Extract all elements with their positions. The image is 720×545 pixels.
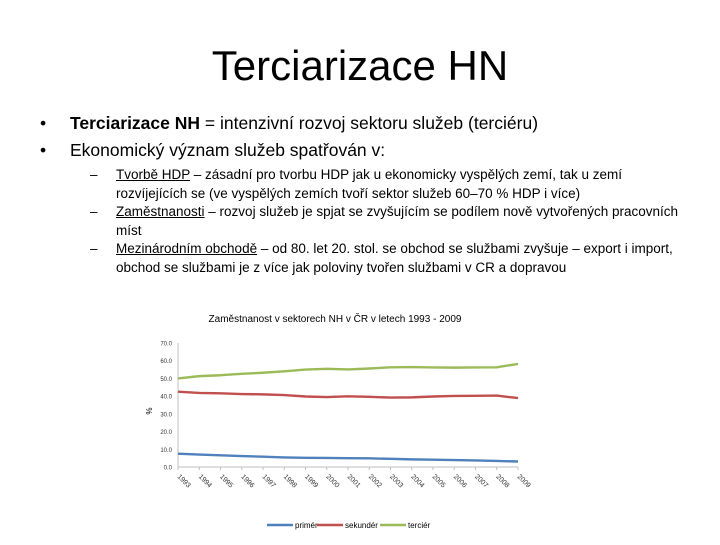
x-tick-label: 1993 [176, 473, 192, 489]
bullet-list [40, 110, 700, 164]
x-tick-label: 1999 [303, 473, 319, 489]
dash-icon: – [90, 203, 116, 240]
x-tick-label: 2004 [409, 473, 425, 489]
bullet-item [40, 110, 700, 137]
x-tick-label: 2001 [346, 473, 362, 489]
x-tick-label: 2003 [388, 473, 404, 489]
y-tick-label: 20.0 [160, 430, 172, 436]
x-tick-label: 2007 [473, 473, 489, 489]
x-tick-label: 1996 [239, 473, 255, 489]
chart-title: Zaměstnanost v sektorech NH v ČR v letech 1993 - 2009 [209, 312, 462, 325]
x-tick-label: 2005 [431, 473, 447, 489]
sub-bullet-item [90, 240, 690, 277]
x-tick-label: 2006 [452, 473, 468, 489]
sub-bullet-list [90, 166, 690, 277]
bullet-dot-icon: • [40, 110, 70, 137]
series-line-primér [178, 454, 518, 462]
y-tick-label: 10.0 [160, 448, 172, 454]
bullet-text: Ekonomický význam služeb spatřován v: [70, 137, 385, 164]
sub-bullet-text: Mezinárodním obchodě – od 80. let 20. stol. se obchod se službami zvyšuje – export i import, obchod se službami je z více jak poloviny tvořen službami v CR a dopravou [116, 240, 690, 277]
x-tick-label: 1997 [261, 473, 277, 489]
dash-icon: – [90, 166, 116, 203]
sub-bullet-text: Tvorbě HDP – zásadní pro tvorbu HDP jak u ekonomicky vyspělých zemí, tak u zemí rozvíjejících se (ve vyspělých zemích tvoří sektor služeb 60–70 % HDP i více) [116, 166, 690, 203]
series-line-terciér [178, 364, 518, 379]
y-tick-label: 70.0 [160, 342, 172, 348]
legend-label: sekundér [345, 521, 378, 530]
legend-label: terciér [408, 521, 431, 530]
x-tick-label: 1994 [197, 473, 213, 489]
series-line-sekundér [178, 392, 518, 398]
y-tick-label: 60.0 [160, 359, 172, 365]
bullet-text: Terciarizace NH = intenzivní rozvoj sektoru služeb (terciéru) [70, 110, 538, 137]
x-tick-label: 2009 [516, 473, 532, 489]
x-tick-label: 2000 [324, 473, 340, 489]
employment-chart [130, 300, 550, 540]
x-tick-label: 2002 [367, 473, 383, 489]
y-tick-label: 40.0 [160, 395, 172, 401]
slide-title: Terciarizace HN [0, 42, 720, 90]
sub-bullet-item [90, 166, 690, 203]
bullet-dot-icon: • [40, 137, 70, 164]
x-tick-label: 2008 [494, 473, 510, 489]
y-tick-label: 30.0 [160, 412, 172, 418]
sub-bullet-text: Zaměstnanosti – rozvoj služeb je spjat se zvyšujícím se podílem nově vytvořených pracovních míst [116, 203, 690, 240]
dash-icon: – [90, 240, 116, 277]
sub-bullet-item [90, 203, 690, 240]
x-tick-label: 1995 [218, 473, 234, 489]
x-tick-label: 1998 [282, 473, 298, 489]
bullet-item [40, 137, 700, 164]
y-axis-label: % [145, 407, 154, 414]
y-tick-label: 50.0 [160, 377, 172, 383]
y-tick-label: 0.0 [164, 466, 173, 472]
legend-label: primér [295, 521, 318, 530]
chart-svg [130, 300, 550, 540]
